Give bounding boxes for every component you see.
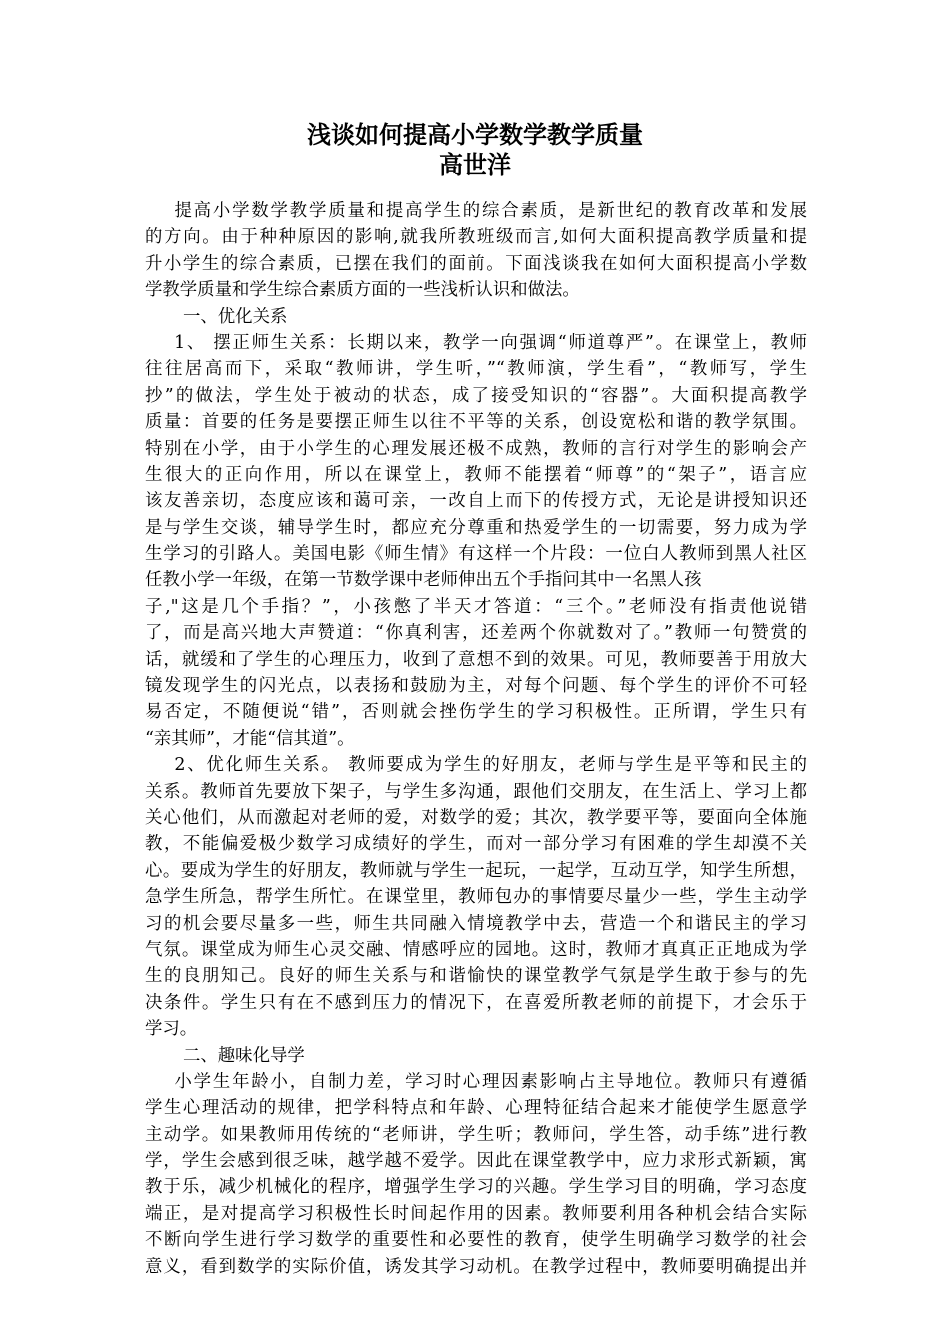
text-line: 特别在小学，由于小学生的心理发展还极不成熟，教师的言行对学生的影响会产 (145, 438, 807, 459)
text-line: 是与学生交谈，辅导学生时，都应充分尊重和热爱学生的一切需要，努力成为学 (145, 517, 807, 538)
document-title: 浅谈如何提高小学数学教学质量 (307, 120, 643, 149)
text-line: 学，学生会感到很乏味，越学越不爱学。因此在课堂教学中，应力求形式新颖，寓 (145, 1151, 807, 1172)
text-line: 2、优化师生关系。 教师要成为学生的好朋友，老师与学生是平等和民主的 (145, 755, 807, 776)
text-line: 教于乐，减少机械化的程序，增强学生学习的兴趣。学生学习目的明确，学习态度 (145, 1177, 807, 1198)
text-line: 生很大的正向作用，所以在课堂上，教师不能摆着“师尊”的“架子”，语言应 (145, 464, 807, 485)
text-line: 抄”的做法，学生处于被动的状态，成了接受知识的“容器”。大面积提高教学 (145, 385, 807, 406)
text-line: 主动学。如果教师用传统的“老师讲，学生听；教师问，学生答，动手练”进行教 (145, 1124, 807, 1145)
text-line: 学教学质量和学生综合素质方面的一些浅析认识和做法。 (145, 280, 580, 301)
section-heading: 二、趣味化导学 (183, 1045, 305, 1066)
text-line: 了，而是高兴地大声赞道：“你真利害，还差两个你就数对了。”教师一句赞赏的 (145, 623, 807, 644)
text-line: 镜发现学生的闪光点，以表扬和鼓励为主，对每个问题、每个学生的评价不可轻 (145, 676, 807, 697)
text-line: 升小学生的综合素质，已摆在我们的面前。下面浅谈我在如何大面积提高小学数 (145, 253, 807, 274)
text-line: 急学生所急，帮学生所忙。在课堂里，教师包办的事情要尽量少一些，学生主动学 (145, 887, 807, 908)
text-line: 习的机会要尽量多一些，师生共同融入情境教学中去，营造一个和谐民主的学习 (145, 913, 807, 934)
text-line: 气氛。课堂成为师生心灵交融、情感呼应的园地。这时，教师才真真正正地成为学 (145, 939, 807, 960)
text-line: 不断向学生进行学习数学的重要性和必要性的教育，使学生明确学习数学的社会 (145, 1230, 807, 1251)
text-line: 学习。 (145, 1019, 198, 1040)
text-line: 关系。教师首先要放下架子，与学生多沟通，跟他们交朋友，在生活上、学习上都 (145, 781, 807, 802)
text-line: 子,"这是几个手指？”，小孩憋了半天才答道：“三个。”老师没有指责他说错 (145, 596, 807, 617)
text-line: 学生心理活动的规律，把学科特点和年龄、心理特征结合起来才能使学生愿意学 (145, 1098, 807, 1119)
document-author: 高世洋 (439, 150, 511, 179)
text-line: 1、 摆正师生关系：长期以来，教学一向强调“师道尊严”。在课堂上，教师 (145, 332, 807, 353)
text-line: 生的良朋知己。良好的师生关系与和谐愉快的课堂教学气氛是学生敢于参与的先 (145, 966, 807, 987)
text-line: 意义，看到数学的实际价值，诱发其学习动机。在教学过程中，教师要明确提出并 (145, 1256, 807, 1277)
document-body (145, 198, 807, 1280)
text-line: 质量：首要的任务是要摆正师生以往不平等的关系，创设宽松和谐的教学氛围。 (145, 412, 807, 433)
text-line: 教，不能偏爱极少数学习成绩好的学生，而对一部分学习有困难的学生却漠不关 (145, 834, 807, 855)
text-line: 决条件。学生只有在不感到压力的情况下，在喜爱所教老师的前提下，才会乐于 (145, 992, 807, 1013)
text-line: 心。要成为学生的好朋友，教师就与学生一起玩，一起学，互动互学，知学生所想， (145, 860, 807, 881)
text-line: 话，就缓和了学生的心理压力，收到了意想不到的效果。可见，教师要善于用放大 (145, 649, 807, 670)
text-line: “亲其师”，才能“信其道”。 (145, 728, 355, 749)
text-line: 提高小学数学教学质量和提高学生的综合素质，是新世纪的教育改革和发展 (145, 201, 807, 221)
text-line: 往往居高而下，采取“教师讲，学生听，”“教师演，学生看”，“教师写，学生 (145, 359, 807, 380)
text-line: 小学生年龄小，自制力差，学习时心理因素影响占主导地位。教师只有遵循 (145, 1071, 807, 1092)
text-line: 的方向。由于种种原因的影响,就我所教班级而言,如何大面积提高教学质量和提 (145, 227, 807, 248)
text-line: 任教小学一年级，在第一节数学课中老师伸出五个手指问其中一名黑人孩 (145, 570, 702, 591)
text-line: 端正，是对提高学习积极性长时间起作用的因素。教师要利用各种机会结合实际 (145, 1203, 807, 1224)
text-line: 生学习的引路人。美国电影《师生情》有这样一个片段：一位白人教师到黑人社区 (145, 544, 807, 565)
section-heading: 一、优化关系 (183, 306, 288, 327)
text-line: 关心他们，从而激起对老师的爱，对数学的爱；其次，教学要平等，要面向全体施 (145, 807, 807, 828)
text-line: 易否定，不随便说“错”，否则就会挫伤学生的学习积极性。正所谓，学生只有 (145, 702, 807, 723)
title-block (145, 120, 805, 180)
text-line: 该友善亲切，态度应该和蔼可亲，一改自上而下的传授方式，无论是讲授知识还 (145, 491, 807, 512)
